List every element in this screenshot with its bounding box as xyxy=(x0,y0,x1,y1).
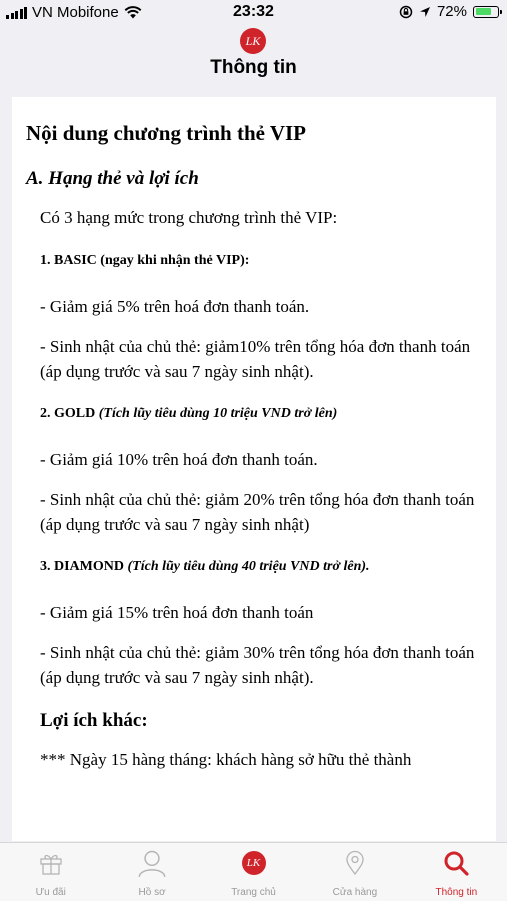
status-time: 23:32 xyxy=(233,3,274,20)
status-bar xyxy=(0,0,507,24)
section-heading: A. Hạng thẻ và lợi ích xyxy=(26,168,199,189)
tier-title-basic: 1. BASIC (ngay khi nhận thẻ VIP): xyxy=(40,253,250,268)
tab-label: Ưu đãi xyxy=(35,887,66,898)
article xyxy=(12,97,496,770)
tier-title-gold: 2. GOLD (Tích lũy tiêu dùng 10 triệu VND trở lên) xyxy=(40,406,338,421)
benefit-text: - Sinh nhật của chủ thẻ: giảm 30% trên tổng hóa đơn thanh toán (áp dụng trước và sau 7 ngày sinh nhật). xyxy=(40,643,475,687)
tab-cua-hang[interactable] xyxy=(304,843,405,901)
intro-text: Có 3 hạng mức trong chương trình thẻ VIP: xyxy=(40,208,338,227)
tab-label: Cửa hàng xyxy=(332,887,378,898)
benefit-text: - Sinh nhật của chủ thẻ: giảm 20% trên tổng hóa đơn thanh toán (áp dụng trước và sau 7 ngày sinh nhật) xyxy=(40,490,475,534)
rotation-lock-icon xyxy=(399,5,413,19)
gift-icon xyxy=(38,850,64,876)
tier-title-diamond: 3. DIAMOND (Tích lũy tiêu dùng 40 triệu VND trở lên). xyxy=(40,559,370,574)
page-title: Thông tin xyxy=(210,57,297,78)
tab-uu-dai[interactable] xyxy=(0,843,101,901)
benefit-text: - Giảm giá 15% trên hoá đơn thanh toán xyxy=(40,603,314,622)
battery-icon xyxy=(473,6,499,18)
tab-bar xyxy=(0,842,507,901)
benefit-text: - Sinh nhật của chủ thẻ: giảm10% trên tổng hóa đơn thanh toán (áp dụng trước và sau 7 ngày sinh nhật). xyxy=(40,337,471,381)
user-icon xyxy=(137,848,167,878)
tab-label: Trang chủ xyxy=(231,887,276,898)
search-icon xyxy=(443,850,469,876)
status-right xyxy=(399,3,499,20)
article-title: Nội dung chương trình thẻ VIP xyxy=(26,121,306,145)
tab-trang-chu[interactable] xyxy=(203,843,304,901)
carrier-label: VN Mobifone xyxy=(32,4,119,21)
tab-thong-tin[interactable] xyxy=(406,843,507,901)
home-logo-icon: LK xyxy=(241,850,267,876)
other-benefits-heading: Lợi ích khác: xyxy=(40,710,148,731)
brand-logo: LK xyxy=(240,28,266,54)
other-benefits-text: *** Ngày 15 hàng tháng: khách hàng sở hữu thẻ thành xyxy=(40,750,412,769)
content-card[interactable] xyxy=(12,97,496,841)
location-pin-icon xyxy=(342,850,368,876)
nav-header xyxy=(0,24,507,84)
benefit-text: - Giảm giá 5% trên hoá đơn thanh toán. xyxy=(40,297,310,316)
tab-label: Hồ sơ xyxy=(138,887,166,898)
battery-percent: 72% xyxy=(436,3,467,20)
tab-ho-so[interactable] xyxy=(101,843,202,901)
benefit-text: - Giảm giá 10% trên hoá đơn thanh toán. xyxy=(40,450,318,469)
location-arrow-icon xyxy=(419,6,431,18)
tab-label: Thông tin xyxy=(435,887,478,898)
